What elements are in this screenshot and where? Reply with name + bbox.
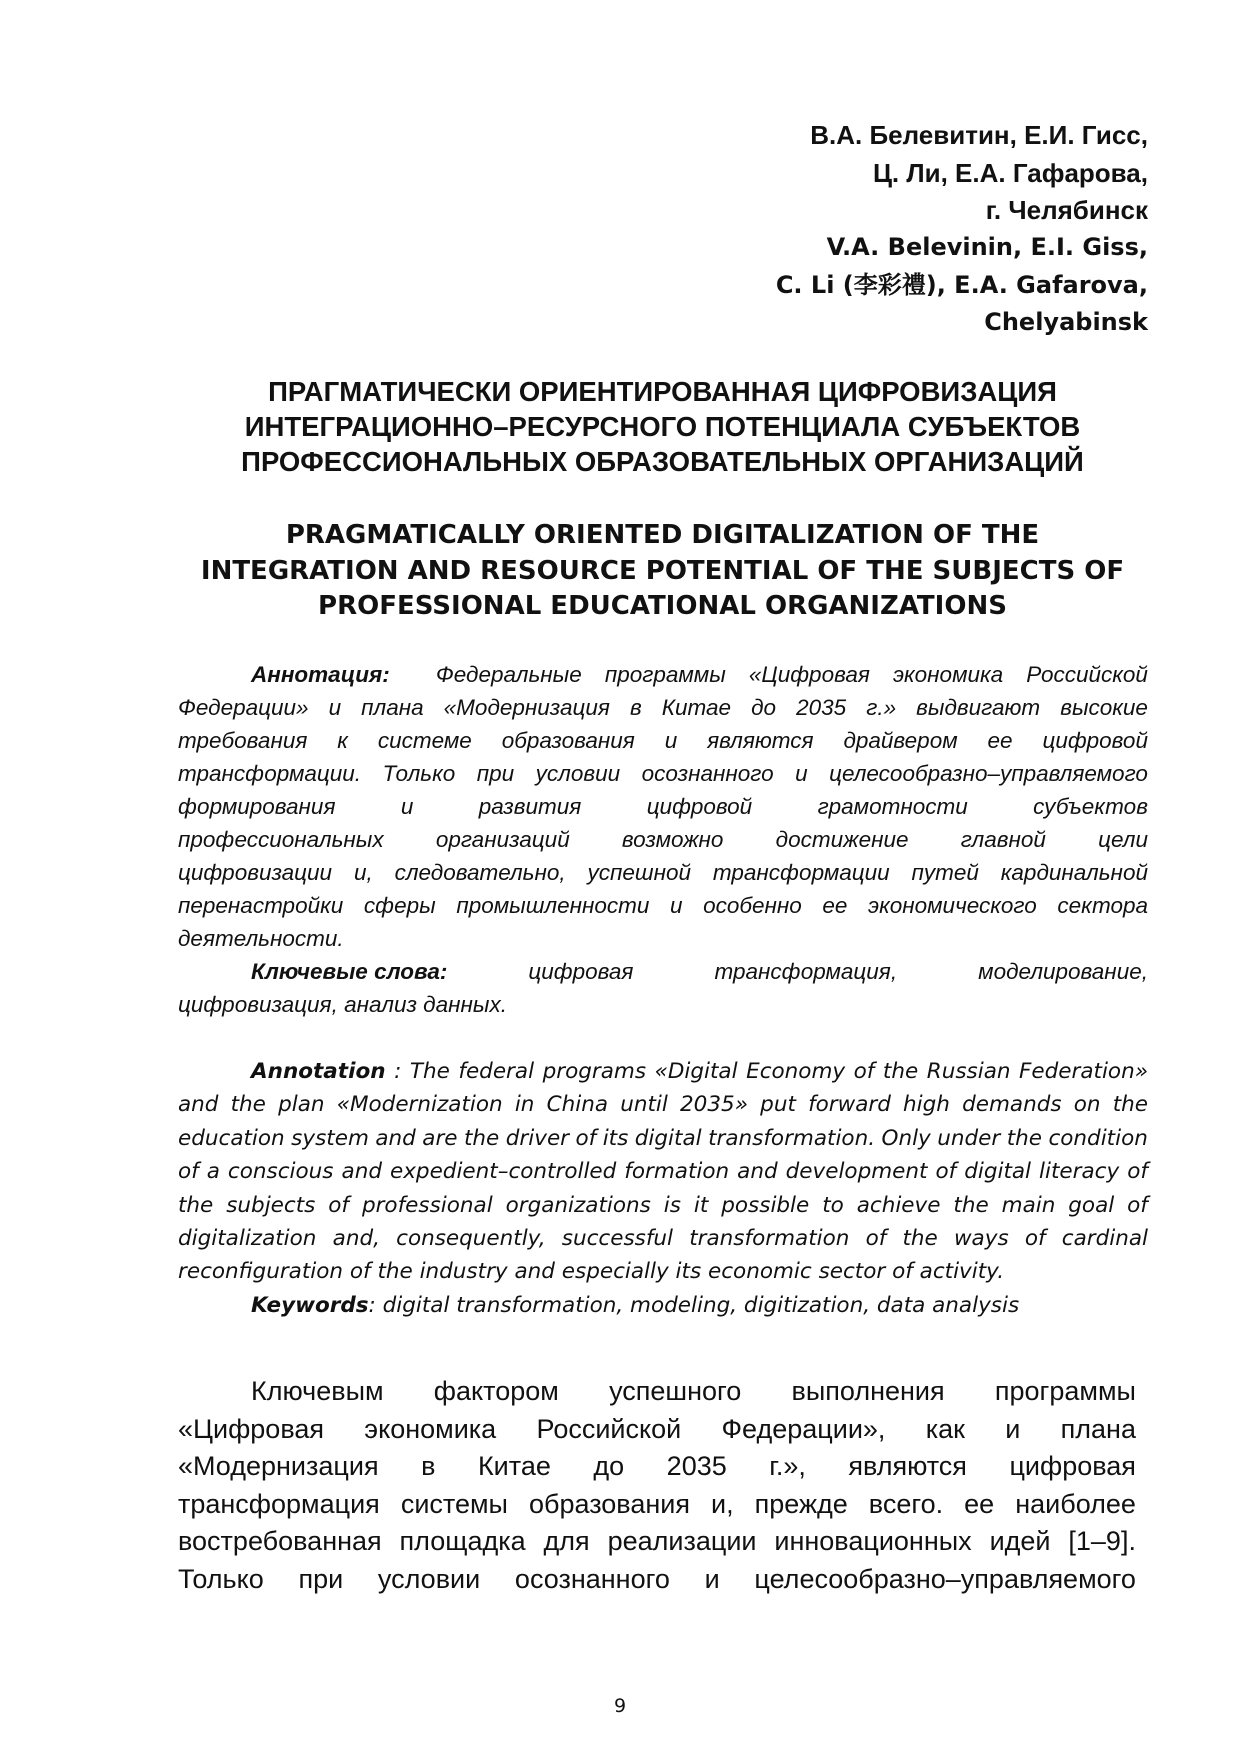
word: трансформация: [178, 1488, 380, 1519]
word: Китае: [661, 695, 732, 720]
word: цифровой: [1042, 728, 1148, 753]
word: organizations: [505, 1192, 651, 1218]
word: «Digital: [654, 1059, 738, 1084]
abstract-line: [178, 1122, 1148, 1155]
word: выдвигают: [916, 695, 1041, 720]
word: achieve: [856, 1192, 941, 1218]
word: и: [328, 695, 342, 720]
word: professional: [361, 1192, 493, 1218]
word: и: [795, 761, 808, 786]
body-line: [178, 1561, 1136, 1599]
word: экономического: [868, 893, 1037, 918]
word: Федеральные: [435, 662, 582, 687]
word: образования: [528, 1488, 690, 1519]
word: условии: [377, 1563, 481, 1594]
word: плана: [1060, 1413, 1136, 1444]
word: :: [394, 1059, 402, 1084]
word: and,: [332, 1226, 380, 1252]
word: activity.: [919, 1259, 1005, 1285]
word: cardinal: [1061, 1226, 1148, 1252]
abstract-line: [178, 1055, 1148, 1088]
word: sector: [818, 1259, 893, 1285]
word: transformation: [689, 1226, 850, 1252]
word: г.»: [866, 695, 897, 720]
word: the: [377, 1259, 420, 1285]
word: и: [1005, 1413, 1021, 1444]
word: digitalization: [178, 1226, 317, 1252]
title-en: [170, 518, 1155, 625]
word: goal: [1068, 1192, 1115, 1218]
word: при: [476, 761, 515, 786]
word: деятельности.: [178, 926, 344, 951]
word: Economy: [746, 1059, 846, 1084]
abstract-line: [178, 1189, 1148, 1222]
word: плана: [361, 695, 424, 720]
word: of: [1024, 1226, 1046, 1252]
title-line: PROFESSIONAL EDUCATIONAL ORGANIZATIONS: [318, 591, 1007, 621]
word: и: [664, 728, 678, 753]
word: выполнения: [791, 1376, 945, 1406]
word: данных.: [423, 992, 507, 1017]
word: possible: [721, 1192, 810, 1218]
abstract-line: [178, 691, 1148, 724]
body-line: [178, 1486, 1136, 1524]
word: until: [620, 1092, 668, 1118]
word: драйвером: [843, 728, 958, 753]
word: и: [669, 893, 683, 918]
word: для: [543, 1526, 590, 1556]
word: of: [935, 1159, 957, 1185]
word: цифровая: [1009, 1451, 1136, 1481]
word: и,: [353, 860, 373, 885]
word: возможно: [621, 827, 724, 852]
word: ways: [953, 1226, 1009, 1252]
word: организаций: [435, 827, 570, 852]
word: Federation»: [1019, 1059, 1148, 1084]
word: plan: [278, 1092, 325, 1118]
title-line: INTEGRATION AND RESOURCE POTENTIAL OF THE SUBJECTS OF: [200, 555, 1125, 586]
word: is: [663, 1192, 681, 1218]
word: цифровая: [528, 959, 634, 984]
word: Только: [382, 761, 456, 786]
word: of: [1127, 1159, 1148, 1185]
abstract-line: [178, 1222, 1148, 1255]
word: development: [785, 1159, 928, 1185]
abstract-ru: [178, 658, 1148, 1021]
body-text: [178, 1373, 1136, 1598]
word: Only: [881, 1125, 931, 1151]
word: Федерации»,: [721, 1413, 886, 1444]
word: как: [925, 1413, 965, 1444]
word: condition: [1048, 1125, 1148, 1151]
word: of: [178, 1159, 199, 1185]
word: достижение: [775, 827, 909, 852]
word: [1–9].: [1068, 1526, 1136, 1556]
word: of: [1127, 1192, 1148, 1218]
word: China: [546, 1092, 609, 1118]
word: Только: [178, 1563, 264, 1594]
word: и,: [710, 1488, 734, 1519]
word: Китае: [477, 1451, 551, 1481]
word: формирования: [178, 794, 336, 819]
abstract-line: [178, 1255, 1148, 1288]
word: Федерации»: [178, 695, 309, 720]
word: the: [464, 1125, 500, 1151]
word: the: [1112, 1092, 1148, 1118]
word: профессиональных: [178, 827, 384, 852]
word: в: [421, 1451, 436, 1481]
word: площадка: [399, 1526, 526, 1556]
title-line: PRAGMATICALLY ORIENTED DIGITALIZATION OF THE: [285, 520, 1040, 550]
word: экономика: [364, 1413, 497, 1444]
word: системы: [400, 1488, 508, 1519]
authors-ru: [600, 117, 1148, 230]
word: сектора: [1057, 893, 1148, 918]
keywords-text: : digital transformation, modeling, digitization, data analysis: [368, 1292, 1020, 1318]
body-line: [178, 1523, 1136, 1561]
abstract-line: [178, 724, 1148, 757]
word: «Modernization: [336, 1092, 503, 1118]
body-line: [178, 1411, 1136, 1449]
word: программы: [994, 1376, 1136, 1406]
word: expedient–controlled: [389, 1159, 617, 1185]
word: при: [298, 1563, 344, 1594]
author-line: C. Li (李彩禮), E.A. Gafarova,: [775, 270, 1148, 299]
word: the: [178, 1192, 214, 1218]
word: Russian: [926, 1059, 1011, 1084]
word: путей: [911, 860, 979, 885]
title-line: ПРОФЕССИОНАЛЬНЫХ ОБРАЗОВАТЕЛЬНЫХ ОРГАНИЗАЦИЙ: [241, 446, 1084, 477]
word: программы: [604, 662, 726, 687]
word: трансформация,: [714, 959, 898, 984]
word: субъектов: [1033, 794, 1148, 819]
word: and: [341, 1159, 382, 1185]
word: грамотности: [817, 794, 968, 819]
word: успешного: [609, 1376, 742, 1406]
abstract-line: [178, 823, 1148, 856]
word: высокие: [1060, 695, 1148, 720]
word: следовательно,: [394, 860, 566, 885]
word: on: [1073, 1092, 1101, 1118]
word: в: [629, 695, 642, 720]
author-line: V.A. Belevinin, E.I. Giss,: [826, 233, 1148, 261]
word: and: [737, 1159, 778, 1185]
word: к: [337, 728, 348, 753]
keywords-line: [178, 988, 1148, 1021]
title-line: ПРАГМАТИЧЕСКИ ОРИЕНТИРОВАННАЯ ЦИФРОВИЗАЦИЯ: [268, 376, 1057, 407]
word: reconfiguration: [178, 1259, 350, 1285]
author-city: г. Челябинск: [985, 195, 1148, 225]
word: до: [751, 695, 777, 720]
word: its: [602, 1125, 629, 1151]
word: of: [892, 1259, 920, 1285]
word: the: [230, 1092, 266, 1118]
word: it: [693, 1192, 709, 1218]
keywords-label: Ключевые слова:: [251, 959, 448, 984]
word: system: [291, 1125, 369, 1151]
word: education: [178, 1125, 285, 1151]
word: успешной: [587, 860, 691, 885]
title-line: ИНТЕГРАЦИОННО–РЕСУРСНОГО ПОТЕНЦИАЛА СУБЪЕКТОВ: [244, 411, 1081, 442]
word: главной: [960, 827, 1046, 852]
word: the: [882, 1059, 919, 1084]
word: especially: [561, 1259, 676, 1285]
word: The: [409, 1059, 450, 1084]
word: subjects: [226, 1192, 316, 1218]
word: промышленности: [456, 893, 650, 918]
abstract-label: Аннотация:: [251, 662, 390, 687]
word: востребованная: [178, 1526, 382, 1556]
word: ее: [822, 893, 848, 918]
author-city: Chelyabinsk: [984, 308, 1148, 336]
word: инновационных: [774, 1526, 972, 1556]
word: and: [514, 1259, 562, 1285]
word: всего.: [868, 1488, 944, 1519]
word: digital: [964, 1159, 1032, 1185]
word: are: [422, 1125, 458, 1151]
title-ru: [170, 374, 1155, 479]
keywords-line: [178, 1289, 1148, 1322]
word: main: [1001, 1192, 1056, 1218]
abstract-en: [178, 1055, 1148, 1322]
word: 2035: [666, 1451, 727, 1481]
word: и: [400, 794, 414, 819]
word: фактором: [433, 1376, 559, 1406]
word: driver: [505, 1125, 570, 1151]
word: and: [178, 1092, 219, 1118]
word: осознанного: [514, 1563, 670, 1594]
word: industry: [419, 1259, 515, 1285]
word: high: [903, 1092, 950, 1118]
word: formation: [624, 1159, 730, 1185]
word: the: [1006, 1125, 1042, 1151]
word: of: [865, 1226, 887, 1252]
word: programs: [542, 1059, 647, 1084]
word: до: [593, 1451, 625, 1481]
word: of: [349, 1259, 378, 1285]
word: развития: [478, 794, 582, 819]
word: consequently,: [396, 1226, 546, 1252]
word: требования: [178, 728, 308, 753]
keywords-label: Keywords: [251, 1292, 369, 1318]
word: a: [206, 1159, 220, 1185]
word: идей: [989, 1526, 1051, 1556]
abstract-line: [178, 757, 1148, 790]
abstract-line: [178, 856, 1148, 889]
word: ее: [964, 1488, 995, 1519]
word: цифровой: [646, 794, 753, 819]
word: Российской: [1026, 662, 1148, 687]
word: 2035: [796, 695, 847, 720]
word: трансформации.: [178, 761, 362, 786]
body-line: [178, 1373, 1136, 1411]
word: являются: [848, 1451, 967, 1481]
word: in: [514, 1092, 535, 1118]
word: образования: [501, 728, 635, 753]
abstract-label: Annotation: [251, 1059, 386, 1084]
word: особенно: [703, 893, 802, 918]
word: и: [704, 1563, 720, 1594]
word: кардинальной: [1000, 860, 1148, 885]
word: federal: [458, 1059, 535, 1084]
word: цифровизация,: [178, 992, 345, 1017]
word: целесообразно–управляемого: [829, 761, 1148, 786]
word: наиболее: [1015, 1488, 1136, 1519]
abstract-line: [178, 922, 1148, 955]
page-number: 9: [613, 1695, 627, 1717]
word: «Модернизация: [443, 695, 610, 720]
word: forward: [808, 1092, 891, 1118]
word: successful: [561, 1226, 674, 1252]
abstract-line: [178, 889, 1148, 922]
word: 2035»: [680, 1092, 748, 1118]
word: transformation.: [708, 1125, 876, 1151]
abstract-line: [178, 658, 1148, 691]
author-line: В.А. Белевитин, Е.И. Гисс,: [810, 120, 1148, 150]
word: «Модернизация: [178, 1451, 379, 1481]
word: сферы: [363, 893, 436, 918]
word: of: [328, 1192, 350, 1218]
word: прежде: [754, 1488, 848, 1519]
authors-en: [600, 229, 1148, 342]
word: of: [853, 1059, 875, 1084]
word: to: [822, 1192, 844, 1218]
author-line: Ц. Ли, Е.А. Гафарова,: [872, 157, 1148, 188]
word: условии: [535, 761, 621, 786]
word: анализ: [344, 992, 424, 1017]
word: осознанного: [641, 761, 774, 786]
word: цифровизации: [178, 860, 333, 885]
word: digital: [634, 1125, 702, 1151]
word: перенастройки: [178, 893, 344, 918]
word: economic: [708, 1259, 819, 1285]
word: literacy: [1039, 1159, 1120, 1185]
word: put: [760, 1092, 796, 1118]
word: моделирование,: [978, 959, 1148, 984]
word: the: [902, 1226, 938, 1252]
word: трансформации: [712, 860, 890, 885]
word: demands: [962, 1092, 1062, 1118]
abstract-line: [178, 790, 1148, 823]
word: системе: [377, 728, 472, 753]
word: г.»,: [769, 1451, 806, 1481]
abstract-line: [178, 1155, 1148, 1188]
word: the: [953, 1192, 989, 1218]
word: under: [937, 1125, 1001, 1151]
word: целесообразно–управляемого: [754, 1563, 1136, 1594]
word: «Цифровая: [178, 1413, 324, 1444]
word: «Цифровая: [748, 662, 870, 687]
word: ее: [987, 728, 1013, 753]
word: Ключевым: [251, 1376, 384, 1406]
word: of: [575, 1125, 597, 1151]
abstract-line: [178, 1088, 1148, 1121]
word: цели: [1098, 827, 1148, 852]
word: являются: [707, 728, 814, 753]
word: реализации: [607, 1526, 757, 1556]
word: Российской: [536, 1413, 682, 1444]
word: and: [375, 1125, 416, 1151]
keywords-line: [178, 955, 1148, 988]
word: экономика: [892, 662, 1004, 687]
body-line: [178, 1448, 1136, 1486]
word: conscious: [227, 1159, 334, 1185]
word: its: [675, 1259, 708, 1285]
